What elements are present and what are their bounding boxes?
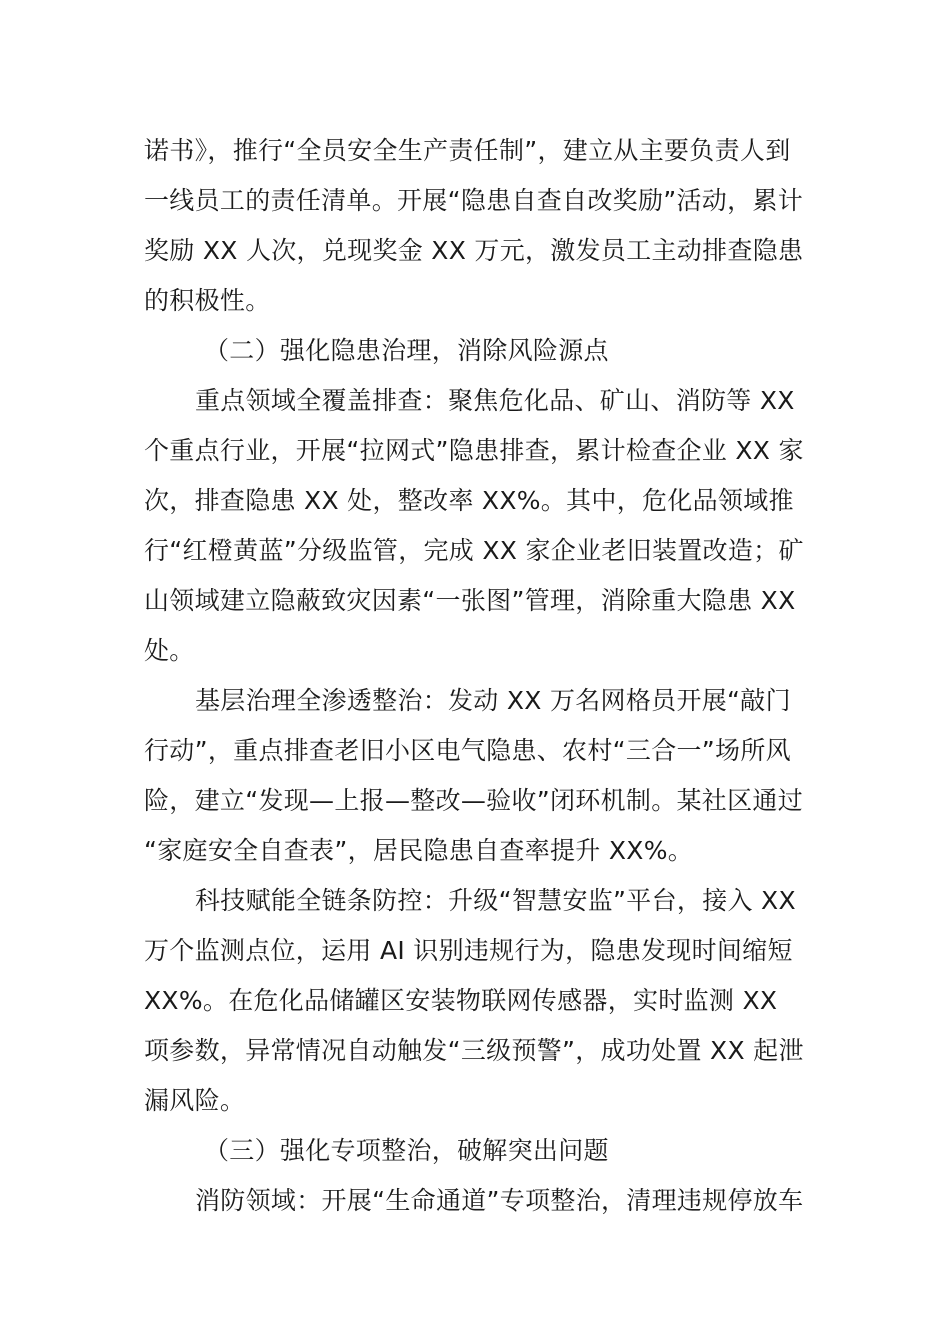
text-line: 奖励 XX 人次，兑现奖金 XX 万元，激发员工主动排查隐患 bbox=[144, 236, 804, 265]
heading-text: （二）强化隐患治理，消除风险源点 bbox=[204, 336, 609, 365]
text-line: 万个监测点位，运用 AI 识别违规行为，隐患发现时间缩短 bbox=[144, 936, 793, 965]
text-line: 行动”，重点排查老旧小区电气隐患、农村“三合一”场所风 bbox=[144, 736, 791, 765]
document-body bbox=[144, 126, 808, 1226]
text-line: 消防领域：开展“生命通道”专项整治，清理违规停放车 bbox=[195, 1186, 804, 1215]
paragraph bbox=[144, 126, 808, 326]
paragraph bbox=[144, 376, 808, 676]
text-line: 处。 bbox=[144, 636, 195, 665]
section-heading bbox=[144, 1126, 808, 1176]
text-line: 重点领域全覆盖排查：聚焦危化品、矿山、消防等 XX bbox=[195, 386, 795, 415]
text-line: 次，排查隐患 XX 处，整改率 XX%。其中，危化品领域推 bbox=[144, 486, 794, 515]
text-line: 项参数，异常情况自动触发“三级预警”，成功处置 XX 起泄 bbox=[144, 1036, 804, 1065]
text-line: 的积极性。 bbox=[144, 286, 271, 315]
text-line: XX%。在危化品储罐区安装物联网传感器，实时监测 XX bbox=[144, 986, 778, 1015]
text-line: 山领域建立隐蔽致灾因素“一张图”管理，消除重大隐患 XX bbox=[144, 586, 796, 615]
text-line: 个重点行业，开展“拉网式”隐患排查，累计检查企业 XX 家 bbox=[144, 436, 804, 465]
paragraph bbox=[144, 876, 808, 1126]
heading-text: （三）强化专项整治，破解突出问题 bbox=[204, 1136, 609, 1165]
text-line: “家庭安全自查表”，居民隐患自查率提升 XX%。 bbox=[144, 836, 694, 865]
text-line: 险，建立“发现—上报—整改—验收”闭环机制。某社区通过 bbox=[144, 786, 804, 815]
text-line: 诺书》，推行“全员安全生产责任制”，建立从主要负责人到 bbox=[144, 136, 791, 165]
text-line: 科技赋能全链条防控：升级“智慧安监”平台，接入 XX bbox=[195, 886, 796, 915]
text-line: 一线员工的责任清单。开展“隐患自查自改奖励”活动，累计 bbox=[144, 186, 804, 215]
paragraph bbox=[144, 1176, 808, 1226]
section-heading bbox=[144, 326, 808, 376]
paragraph bbox=[144, 676, 808, 876]
text-line: 行“红橙黄蓝”分级监管，完成 XX 家企业老旧装置改造；矿 bbox=[144, 536, 804, 565]
text-line: 基层治理全渗透整治：发动 XX 万名网格员开展“敲门 bbox=[195, 686, 791, 715]
text-line: 漏风险。 bbox=[144, 1086, 246, 1115]
